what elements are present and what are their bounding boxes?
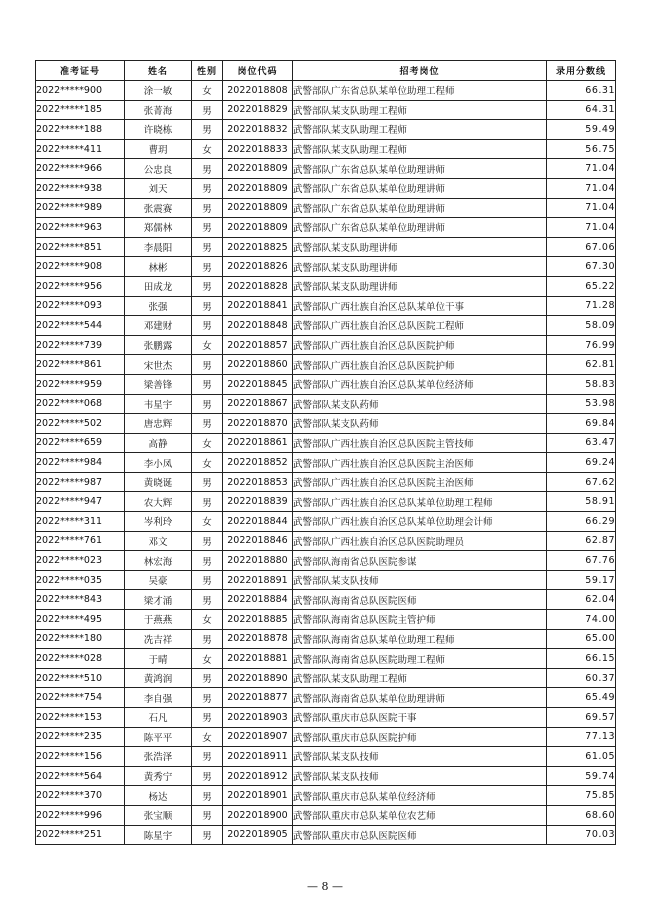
cell-exam-id: 2022*****502	[36, 414, 125, 434]
cell-gender: 男	[192, 551, 223, 571]
cell-gender: 男	[192, 237, 223, 257]
cell-position-code: 2022018846	[223, 531, 293, 551]
cell-exam-id: 2022*****963	[36, 218, 125, 238]
table-row	[36, 81, 616, 101]
cell-score: 69.84	[547, 414, 616, 434]
cell-position: 武警部队重庆市总队医院护师	[293, 727, 547, 747]
cell-name: 林宏海	[125, 551, 192, 571]
table-row	[36, 296, 616, 316]
cell-score: 58.09	[547, 316, 616, 336]
table-row	[36, 590, 616, 610]
table-row	[36, 218, 616, 238]
cell-position-code: 2022018880	[223, 551, 293, 571]
cell-name: 邓建财	[125, 316, 192, 336]
cell-exam-id: 2022*****843	[36, 590, 125, 610]
cell-gender: 男	[192, 629, 223, 649]
cell-score: 63.47	[547, 433, 616, 453]
cell-gender: 女	[192, 649, 223, 669]
table-row	[36, 394, 616, 414]
cell-position: 武警部队广西壮族自治区总队医院工程师	[293, 316, 547, 336]
table-row	[36, 531, 616, 551]
cell-name: 黄晓诞	[125, 472, 192, 492]
table-row	[36, 374, 616, 394]
header-name: 姓名	[125, 61, 192, 81]
cell-exam-id: 2022*****938	[36, 178, 125, 198]
cell-score: 60.37	[547, 668, 616, 688]
cell-name: 张强	[125, 296, 192, 316]
cell-position: 武警部队广西壮族自治区总队医院护师	[293, 355, 547, 375]
cell-position: 武警部队某支队技师	[293, 766, 547, 786]
cell-position-code: 2022018826	[223, 257, 293, 277]
cell-position-code: 2022018808	[223, 81, 293, 101]
cell-score: 62.81	[547, 355, 616, 375]
cell-name: 于晴	[125, 649, 192, 669]
cell-exam-id: 2022*****851	[36, 237, 125, 257]
cell-position: 武警部队广西壮族自治区总队某单位助理工程师	[293, 492, 547, 512]
cell-position-code: 2022018852	[223, 453, 293, 473]
cell-score: 65.49	[547, 688, 616, 708]
header-gender: 性别	[192, 61, 223, 81]
cell-name: 黄秀宁	[125, 766, 192, 786]
cell-position-code: 2022018809	[223, 198, 293, 218]
table-row	[36, 198, 616, 218]
cell-exam-id: 2022*****989	[36, 198, 125, 218]
cell-score: 59.49	[547, 120, 616, 140]
cell-name: 刘天	[125, 178, 192, 198]
cell-exam-id: 2022*****035	[36, 570, 125, 590]
cell-position-code: 2022018809	[223, 159, 293, 179]
cell-score: 70.03	[547, 825, 616, 845]
table-row	[36, 237, 616, 257]
cell-name: 韦星宇	[125, 394, 192, 414]
cell-exam-id: 2022*****659	[36, 433, 125, 453]
cell-name: 李晨阳	[125, 237, 192, 257]
table-row	[36, 805, 616, 825]
cell-position: 武警部队重庆市总队某单位农艺师	[293, 805, 547, 825]
header-score: 录用分数线	[547, 61, 616, 81]
cell-score: 61.05	[547, 747, 616, 767]
cell-gender: 男	[192, 276, 223, 296]
cell-exam-id: 2022*****156	[36, 747, 125, 767]
cell-score: 66.15	[547, 649, 616, 669]
cell-gender: 男	[192, 100, 223, 120]
cell-position: 武警部队某支队助理工程师	[293, 668, 547, 688]
cell-score: 64.31	[547, 100, 616, 120]
cell-position: 武警部队广东省总队某单位助理讲师	[293, 159, 547, 179]
cell-exam-id: 2022*****495	[36, 610, 125, 630]
cell-exam-id: 2022*****188	[36, 120, 125, 140]
cell-score: 74.00	[547, 610, 616, 630]
cell-position: 武警部队广东省总队某单位助理工程师	[293, 81, 547, 101]
table-row	[36, 120, 616, 140]
table-row	[36, 159, 616, 179]
cell-position: 武警部队重庆市总队某单位经济师	[293, 786, 547, 806]
cell-exam-id: 2022*****370	[36, 786, 125, 806]
cell-position-code: 2022018828	[223, 276, 293, 296]
cell-position-code: 2022018881	[223, 649, 293, 669]
table-row	[36, 727, 616, 747]
header-position: 招考岗位	[293, 61, 547, 81]
cell-exam-id: 2022*****235	[36, 727, 125, 747]
cell-gender: 男	[192, 668, 223, 688]
cell-name: 陈平平	[125, 727, 192, 747]
cell-name: 李小凤	[125, 453, 192, 473]
cell-gender: 男	[192, 414, 223, 434]
cell-gender: 男	[192, 296, 223, 316]
cell-score: 62.04	[547, 590, 616, 610]
table-row	[36, 276, 616, 296]
cell-position: 武警部队某支队技师	[293, 570, 547, 590]
cell-exam-id: 2022*****984	[36, 453, 125, 473]
cell-name: 张浩泽	[125, 747, 192, 767]
cell-gender: 男	[192, 570, 223, 590]
cell-gender: 女	[192, 610, 223, 630]
cell-position-code: 2022018907	[223, 727, 293, 747]
table-row	[36, 355, 616, 375]
cell-exam-id: 2022*****996	[36, 805, 125, 825]
cell-score: 67.76	[547, 551, 616, 571]
cell-gender: 女	[192, 433, 223, 453]
cell-name: 涂一敏	[125, 81, 192, 101]
cell-position-code: 2022018884	[223, 590, 293, 610]
cell-position-code: 2022018901	[223, 786, 293, 806]
cell-gender: 男	[192, 316, 223, 336]
cell-name: 邓文	[125, 531, 192, 551]
cell-position-code: 2022018853	[223, 472, 293, 492]
cell-gender: 男	[192, 590, 223, 610]
cell-position-code: 2022018867	[223, 394, 293, 414]
cell-position-code: 2022018857	[223, 335, 293, 355]
table-row	[36, 100, 616, 120]
cell-gender: 女	[192, 139, 223, 159]
cell-gender: 男	[192, 492, 223, 512]
cell-score: 59.74	[547, 766, 616, 786]
cell-position-code: 2022018833	[223, 139, 293, 159]
cell-exam-id: 2022*****761	[36, 531, 125, 551]
cell-gender: 男	[192, 120, 223, 140]
cell-name: 田成龙	[125, 276, 192, 296]
cell-gender: 男	[192, 472, 223, 492]
cell-name: 郑儒林	[125, 218, 192, 238]
cell-position-code: 2022018870	[223, 414, 293, 434]
table-row	[36, 492, 616, 512]
cell-exam-id: 2022*****754	[36, 688, 125, 708]
cell-name: 林彬	[125, 257, 192, 277]
table-row	[36, 668, 616, 688]
cell-position-code: 2022018839	[223, 492, 293, 512]
cell-score: 69.57	[547, 708, 616, 728]
cell-name: 杨达	[125, 786, 192, 806]
cell-gender: 男	[192, 198, 223, 218]
cell-position: 武警部队广东省总队某单位助理讲师	[293, 178, 547, 198]
cell-position: 武警部队广西壮族自治区总队医院主管技师	[293, 433, 547, 453]
cell-gender: 男	[192, 786, 223, 806]
table-header-row	[36, 61, 616, 81]
cell-score: 66.31	[547, 81, 616, 101]
cell-position: 武警部队广西壮族自治区总队医院主治医师	[293, 472, 547, 492]
header-exam-id: 准考证号	[36, 61, 125, 81]
cell-gender: 女	[192, 453, 223, 473]
cell-exam-id: 2022*****947	[36, 492, 125, 512]
table-row	[36, 512, 616, 532]
cell-position: 武警部队某支队助理讲师	[293, 257, 547, 277]
cell-exam-id: 2022*****908	[36, 257, 125, 277]
cell-name: 岑利玲	[125, 512, 192, 532]
cell-exam-id: 2022*****311	[36, 512, 125, 532]
table-row	[36, 335, 616, 355]
cell-position-code: 2022018860	[223, 355, 293, 375]
cell-exam-id: 2022*****028	[36, 649, 125, 669]
cell-gender: 男	[192, 159, 223, 179]
cell-gender: 女	[192, 81, 223, 101]
cell-score: 58.83	[547, 374, 616, 394]
cell-gender: 男	[192, 178, 223, 198]
cell-name: 李自强	[125, 688, 192, 708]
cell-exam-id: 2022*****093	[36, 296, 125, 316]
cell-position-code: 2022018878	[223, 629, 293, 649]
cell-exam-id: 2022*****023	[36, 551, 125, 571]
cell-exam-id: 2022*****739	[36, 335, 125, 355]
cell-position: 武警部队某支队助理讲师	[293, 237, 547, 257]
table-row	[36, 766, 616, 786]
cell-position: 武警部队海南省总队医院主管护师	[293, 610, 547, 630]
cell-name: 公忠良	[125, 159, 192, 179]
cell-position: 武警部队海南省总队医院助理工程师	[293, 649, 547, 669]
cell-gender: 男	[192, 257, 223, 277]
cell-exam-id: 2022*****510	[36, 668, 125, 688]
cell-name: 冼吉祥	[125, 629, 192, 649]
cell-score: 68.60	[547, 805, 616, 825]
cell-gender: 男	[192, 355, 223, 375]
cell-name: 于燕燕	[125, 610, 192, 630]
cell-exam-id: 2022*****544	[36, 316, 125, 336]
cell-gender: 男	[192, 766, 223, 786]
cell-score: 65.00	[547, 629, 616, 649]
cell-position: 武警部队某支队技师	[293, 747, 547, 767]
cell-exam-id: 2022*****251	[36, 825, 125, 845]
cell-position: 武警部队重庆市总队医院医师	[293, 825, 547, 845]
cell-gender: 男	[192, 218, 223, 238]
cell-position: 武警部队广西壮族自治区总队医院主治医师	[293, 453, 547, 473]
cell-name: 许晓栋	[125, 120, 192, 140]
cell-name: 高静	[125, 433, 192, 453]
table-row	[36, 139, 616, 159]
table-row	[36, 629, 616, 649]
cell-name: 吴豪	[125, 570, 192, 590]
cell-gender: 男	[192, 688, 223, 708]
cell-gender: 男	[192, 805, 223, 825]
cell-position-code: 2022018832	[223, 120, 293, 140]
cell-exam-id: 2022*****411	[36, 139, 125, 159]
cell-name: 曹玥	[125, 139, 192, 159]
cell-position-code: 2022018912	[223, 766, 293, 786]
cell-exam-id: 2022*****180	[36, 629, 125, 649]
cell-name: 张宝顺	[125, 805, 192, 825]
cell-exam-id: 2022*****068	[36, 394, 125, 414]
cell-name: 农大辉	[125, 492, 192, 512]
cell-name: 张菁海	[125, 100, 192, 120]
table-row	[36, 747, 616, 767]
cell-gender: 男	[192, 374, 223, 394]
header-position-code: 岗位代码	[223, 61, 293, 81]
cell-exam-id: 2022*****900	[36, 81, 125, 101]
cell-name: 石凡	[125, 708, 192, 728]
cell-position: 武警部队广西壮族自治区总队医院助理员	[293, 531, 547, 551]
cell-position-code: 2022018911	[223, 747, 293, 767]
cell-score: 75.85	[547, 786, 616, 806]
cell-position: 武警部队某支队药师	[293, 414, 547, 434]
cell-position: 武警部队广西壮族自治区总队某单位干事	[293, 296, 547, 316]
cell-position-code: 2022018861	[223, 433, 293, 453]
table-row	[36, 649, 616, 669]
cell-position: 武警部队广东省总队某单位助理讲师	[293, 218, 547, 238]
cell-position-code: 2022018809	[223, 218, 293, 238]
cell-position-code: 2022018885	[223, 610, 293, 630]
cell-name: 陈星宇	[125, 825, 192, 845]
cell-name: 张鹏露	[125, 335, 192, 355]
cell-score: 58.91	[547, 492, 616, 512]
cell-score: 67.06	[547, 237, 616, 257]
cell-position-code: 2022018905	[223, 825, 293, 845]
cell-gender: 女	[192, 727, 223, 747]
cell-name: 宋世杰	[125, 355, 192, 375]
cell-score: 67.30	[547, 257, 616, 277]
cell-score: 71.28	[547, 296, 616, 316]
cell-position: 武警部队某支队助理工程师	[293, 120, 547, 140]
table-row	[36, 786, 616, 806]
table-row	[36, 708, 616, 728]
cell-score: 71.04	[547, 218, 616, 238]
cell-position: 武警部队海南省总队某单位助理工程师	[293, 629, 547, 649]
cell-name: 黄鸿润	[125, 668, 192, 688]
cell-gender: 男	[192, 531, 223, 551]
cell-score: 66.29	[547, 512, 616, 532]
cell-position-code: 2022018825	[223, 237, 293, 257]
cell-position-code: 2022018891	[223, 570, 293, 590]
cell-position-code: 2022018903	[223, 708, 293, 728]
cell-position-code: 2022018829	[223, 100, 293, 120]
cell-exam-id: 2022*****987	[36, 472, 125, 492]
cell-gender: 男	[192, 825, 223, 845]
cell-exam-id: 2022*****966	[36, 159, 125, 179]
cell-position-code: 2022018900	[223, 805, 293, 825]
cell-score: 77.13	[547, 727, 616, 747]
table-row	[36, 414, 616, 434]
cell-position-code: 2022018890	[223, 668, 293, 688]
table-row	[36, 178, 616, 198]
cell-score: 69.24	[547, 453, 616, 473]
cell-score: 71.04	[547, 178, 616, 198]
cell-name: 梁善锋	[125, 374, 192, 394]
table-row	[36, 316, 616, 336]
cell-position: 武警部队某支队助理工程师	[293, 139, 547, 159]
cell-position-code: 2022018877	[223, 688, 293, 708]
cell-position-code: 2022018848	[223, 316, 293, 336]
table-row	[36, 472, 616, 492]
cell-exam-id: 2022*****861	[36, 355, 125, 375]
cell-position: 武警部队某支队药师	[293, 394, 547, 414]
cell-score: 53.98	[547, 394, 616, 414]
cell-gender: 男	[192, 394, 223, 414]
cell-position-code: 2022018844	[223, 512, 293, 532]
cell-position: 武警部队海南省总队某单位助理讲师	[293, 688, 547, 708]
table-row	[36, 257, 616, 277]
cell-score: 56.75	[547, 139, 616, 159]
cell-score: 71.04	[547, 198, 616, 218]
table-row	[36, 453, 616, 473]
table-row	[36, 825, 616, 845]
cell-gender: 男	[192, 747, 223, 767]
cell-exam-id: 2022*****153	[36, 708, 125, 728]
table-row	[36, 570, 616, 590]
cell-score: 71.04	[547, 159, 616, 179]
page-number: — 8 —	[307, 880, 343, 893]
table-row	[36, 688, 616, 708]
cell-gender: 女	[192, 512, 223, 532]
cell-score: 65.22	[547, 276, 616, 296]
cell-exam-id: 2022*****959	[36, 374, 125, 394]
cell-exam-id: 2022*****956	[36, 276, 125, 296]
cell-position: 武警部队海南省总队医院参谋	[293, 551, 547, 571]
cell-score: 67.62	[547, 472, 616, 492]
cell-position: 武警部队广东省总队某单位助理讲师	[293, 198, 547, 218]
cell-position: 武警部队某支队助理工程师	[293, 100, 547, 120]
cell-score: 59.17	[547, 570, 616, 590]
cell-gender: 男	[192, 708, 223, 728]
cell-exam-id: 2022*****185	[36, 100, 125, 120]
cell-position: 武警部队广西壮族自治区总队某单位经济师	[293, 374, 547, 394]
cell-score: 76.99	[547, 335, 616, 355]
cell-position: 武警部队广西壮族自治区总队医院护师	[293, 335, 547, 355]
table-row	[36, 433, 616, 453]
cell-exam-id: 2022*****564	[36, 766, 125, 786]
cell-score: 62.87	[547, 531, 616, 551]
cell-position-code: 2022018809	[223, 178, 293, 198]
cell-position: 武警部队某支队助理讲师	[293, 276, 547, 296]
cell-position-code: 2022018841	[223, 296, 293, 316]
admission-score-table	[35, 60, 616, 845]
cell-position: 武警部队重庆市总队医院干事	[293, 708, 547, 728]
table-row	[36, 551, 616, 571]
cell-position-code: 2022018845	[223, 374, 293, 394]
cell-position: 武警部队海南省总队医院医师	[293, 590, 547, 610]
cell-gender: 女	[192, 335, 223, 355]
cell-name: 梁才涌	[125, 590, 192, 610]
cell-position: 武警部队广西壮族自治区总队某单位助理会计师	[293, 512, 547, 532]
table-row	[36, 610, 616, 630]
cell-name: 张震赛	[125, 198, 192, 218]
cell-name: 唐忠辉	[125, 414, 192, 434]
